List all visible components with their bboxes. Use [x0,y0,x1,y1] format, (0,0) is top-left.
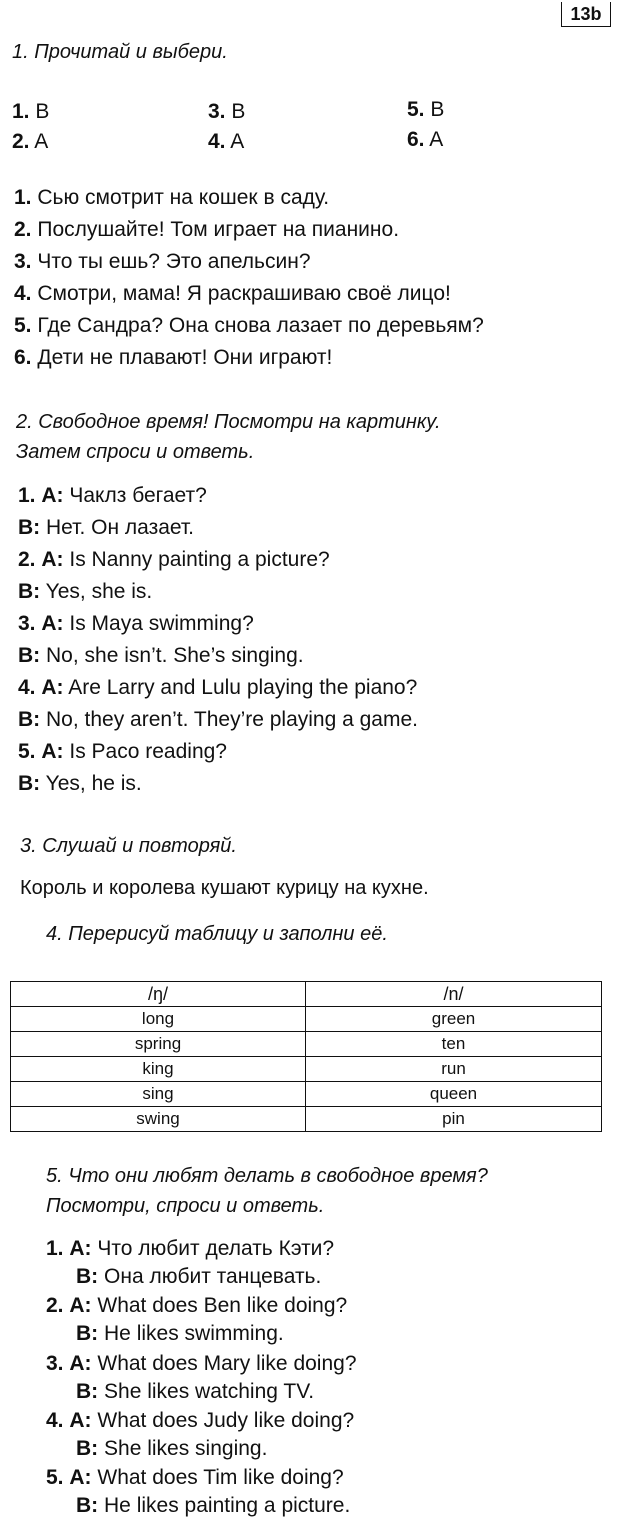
answer-item: 3. B [208,100,246,123]
table-cell: king [11,1057,306,1082]
column-header: /ŋ/ [11,982,306,1007]
answer-item: 2. A [12,130,49,153]
table-cell: green [306,1007,602,1032]
task3-text: Король и королева кушают курицу на кухне. [20,877,429,899]
dialogue-answer: B: Нет. Он лазает. [18,516,194,539]
dialogue-answer: B: He likes swimming. [76,1322,284,1345]
task2-title-line1: 2. Свободное время! Посмотри на картинку. [16,411,441,433]
table-cell: run [306,1057,602,1082]
dialogue-answer: B: Yes, she is. [18,580,153,603]
dialogue-answer: B: He likes painting a picture. [76,1494,351,1517]
answer-item: 5. B [407,98,445,121]
task5-title-line1: 5. Что они любят делать в свободное время? [46,1165,488,1187]
table-row [11,1057,602,1082]
page-number-badge: 13b [561,2,611,27]
table-row [11,1082,602,1107]
table-cell: ten [306,1032,602,1057]
sentence: 4. Смотри, мама! Я раскрашиваю своё лицо! [14,282,451,305]
dialogue-answer: B: She likes watching TV. [76,1380,315,1403]
task1-title: 1. Прочитай и выбери. [12,41,228,63]
task5-title-line2: Посмотри, спроси и ответь. [46,1195,325,1217]
answer-item: 6. A [407,128,444,151]
dialogue-answer: B: No, they aren’t. They’re playing a game. [18,708,418,731]
dialogue-answer: B: Yes, he is. [18,772,142,795]
dialogue-question: 3. A: What does Mary like doing? [46,1352,357,1375]
table-cell: swing [11,1107,306,1132]
task3-title: 3. Слушай и повторяй. [20,835,237,857]
sentence: 2. Послушайте! Том играет на пианино. [14,218,400,241]
column-header: /n/ [306,982,602,1007]
dialogue-answer: B: No, she isn’t. She’s singing. [18,644,304,667]
sentence: 6. Дети не плавают! Они играют! [14,346,333,369]
sentence: 5. Где Сандра? Она снова лазает по деревьям? [14,314,484,337]
table-row [11,1032,602,1057]
dialogue-answer: B: She likes singing. [76,1437,268,1460]
dialogue-question: 4. A: What does Judy like doing? [46,1409,355,1432]
table-row [11,1107,602,1132]
dialogue-question: 3. A: Is Maya swimming? [18,612,254,635]
table-cell: sing [11,1082,306,1107]
task4-title: 4. Перерисуй таблицу и заполни её. [46,923,388,945]
answer-item: 1. B [12,100,50,123]
table-row [11,1007,602,1032]
dialogue-answer: B: Она любит танцевать. [76,1265,322,1288]
dialogue-question: 5. A: What does Tim like doing? [46,1466,344,1489]
table-cell: long [11,1007,306,1032]
sentence: 1. Сью смотрит на кошек в саду. [14,186,330,209]
table-cell: queen [306,1082,602,1107]
table-header-row [11,982,602,1007]
dialogue-question: 4. A: Are Larry and Lulu playing the piano? [18,676,418,699]
dialogue-question: 5. A: Is Paco reading? [18,740,227,763]
dialogue-question: 1. A: Что любит делать Кэти? [46,1237,335,1260]
answer-item: 4. A [208,130,245,153]
dialogue-question: 2. A: What does Ben like doing? [46,1294,348,1317]
task2-title-line2: Затем спроси и ответь. [16,441,255,463]
phonetics-table [10,981,602,1132]
table-cell: spring [11,1032,306,1057]
table-cell: pin [306,1107,602,1132]
dialogue-question: 1. A: Чаклз бегает? [18,484,207,507]
sentence: 3. Что ты ешь? Это апельсин? [14,250,311,273]
dialogue-question: 2. A: Is Nanny painting a picture? [18,548,330,571]
